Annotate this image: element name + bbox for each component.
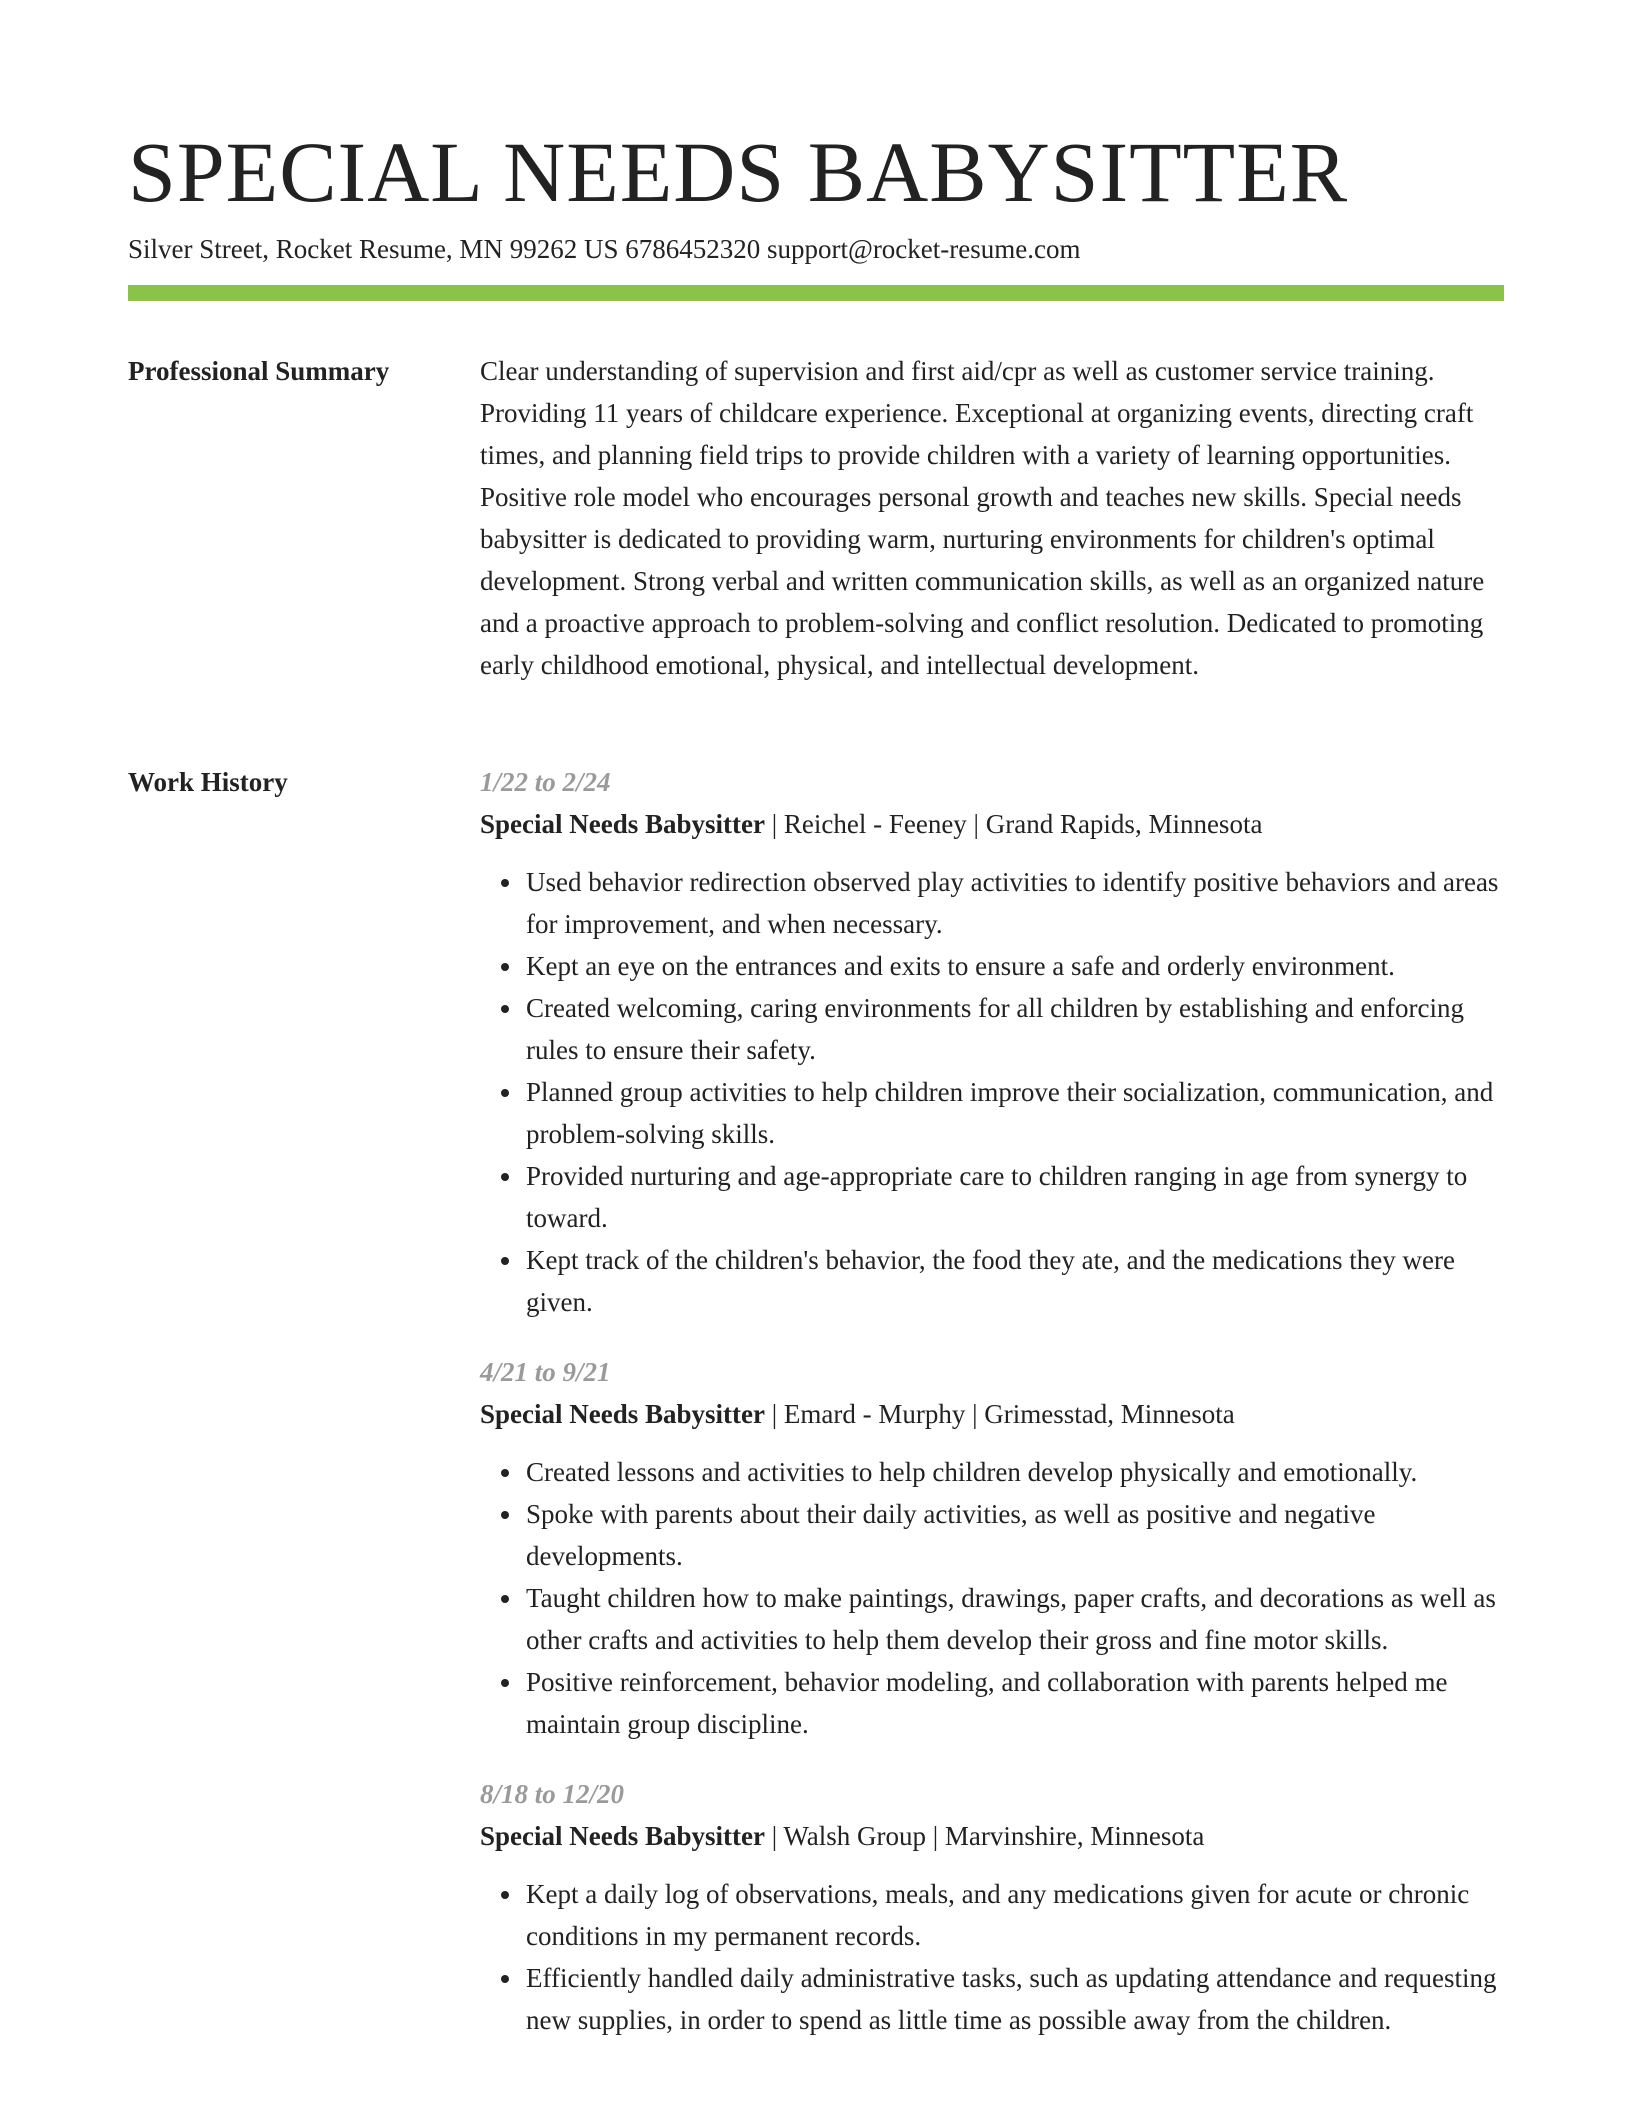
job-bullet: • Taught children how to make paintings, drawings, paper crafts, and decorations as well as other crafts and activities to help them develop their gross and fine motor skills. — [524, 1577, 1504, 1661]
job-employer-location: | Walsh Group | Marvinshire, Minnesota — [764, 1821, 1205, 1851]
summary-text: Clear understanding of supervision and first aid/cpr as well as customer service training. Providing 11 years of childcare experience. Exceptional at organizing events, directing craft times, and planning field trips to provide children with a variety of learning opportunities. Positive role model who encourages personal growth and teaches new skills. Special needs babysitter is dedicated to providing warm, nurturing environments for children's optimal development. Strong verbal and written communication skills, as well as an organized nature and a proactive approach to problem-solving and conflict resolution. Dedicated to promoting early childhood emotional, physical, and intellectual development. — [480, 356, 1485, 680]
job-bullet-list — [480, 1451, 1504, 1745]
candidate-name: SPECIAL NEEDS BABYSITTER — [128, 124, 1349, 220]
job-bullet-list — [480, 1873, 1504, 2041]
job-employer-location: | Emard - Murphy | Grimesstad, Minnesota — [764, 1399, 1235, 1429]
job-bullet: • Used behavior redirection observed play activities to identify positive behaviors and areas for improvement, and when necessary. — [524, 861, 1504, 945]
section-label-summary: Professional Summary — [128, 356, 390, 386]
job-bullet: • Spoke with parents about their daily activities, as well as positive and negative developments. — [524, 1493, 1504, 1577]
section-label-work-history: Work History — [128, 767, 288, 797]
job-title: Special Needs Babysitter — [480, 1399, 765, 1429]
work-history-body — [480, 761, 1504, 2069]
job-bullet: • Created lessons and activities to help children develop physically and emotionally. — [524, 1451, 1504, 1493]
job-bullet: • Provided nurturing and age-appropriate care to children ranging in age from synergy to toward. — [524, 1155, 1504, 1239]
job-title: Special Needs Babysitter — [480, 809, 765, 839]
job-entry — [480, 761, 1504, 1323]
job-bullet: • Kept a daily log of observations, meals, and any medications given for acute or chronic conditions in my permanent records. — [524, 1873, 1504, 1957]
job-title-line — [480, 1815, 1504, 1857]
header-divider — [128, 285, 1504, 301]
job-bullet: • Kept an eye on the entrances and exits to ensure a safe and orderly environment. — [524, 945, 1504, 987]
job-title-line — [480, 1393, 1504, 1435]
summary-body — [480, 350, 1504, 686]
job-title-line — [480, 803, 1504, 845]
job-bullet: • Planned group activities to help children improve their socialization, communication, and problem-solving skills. — [524, 1071, 1504, 1155]
job-dates: 1/22 to 2/24 — [480, 767, 611, 797]
job-bullet-list — [480, 861, 1504, 1323]
contact-line: Silver Street, Rocket Resume, MN 99262 US 6786452320 support@rocket-resume.com — [128, 234, 1081, 264]
job-dates: 8/18 to 12/20 — [480, 1779, 625, 1809]
job-title: Special Needs Babysitter — [480, 1821, 765, 1851]
job-dates: 4/21 to 9/21 — [480, 1357, 611, 1387]
job-bullet: • Efficiently handled daily administrative tasks, such as updating attendance and requesting new supplies, in order to spend as little time as possible away from the children. — [524, 1957, 1504, 2041]
job-entry — [480, 1773, 1504, 2041]
job-bullet: • Positive reinforcement, behavior modeling, and collaboration with parents helped me maintain group discipline. — [524, 1661, 1504, 1745]
job-entry — [480, 1351, 1504, 1745]
job-bullet: • Created welcoming, caring environments for all children by establishing and enforcing rules to ensure their safety. — [524, 987, 1504, 1071]
job-employer-location: | Reichel - Feeney | Grand Rapids, Minnesota — [764, 809, 1263, 839]
job-bullet: • Kept track of the children's behavior, the food they ate, and the medications they were given. — [524, 1239, 1504, 1323]
